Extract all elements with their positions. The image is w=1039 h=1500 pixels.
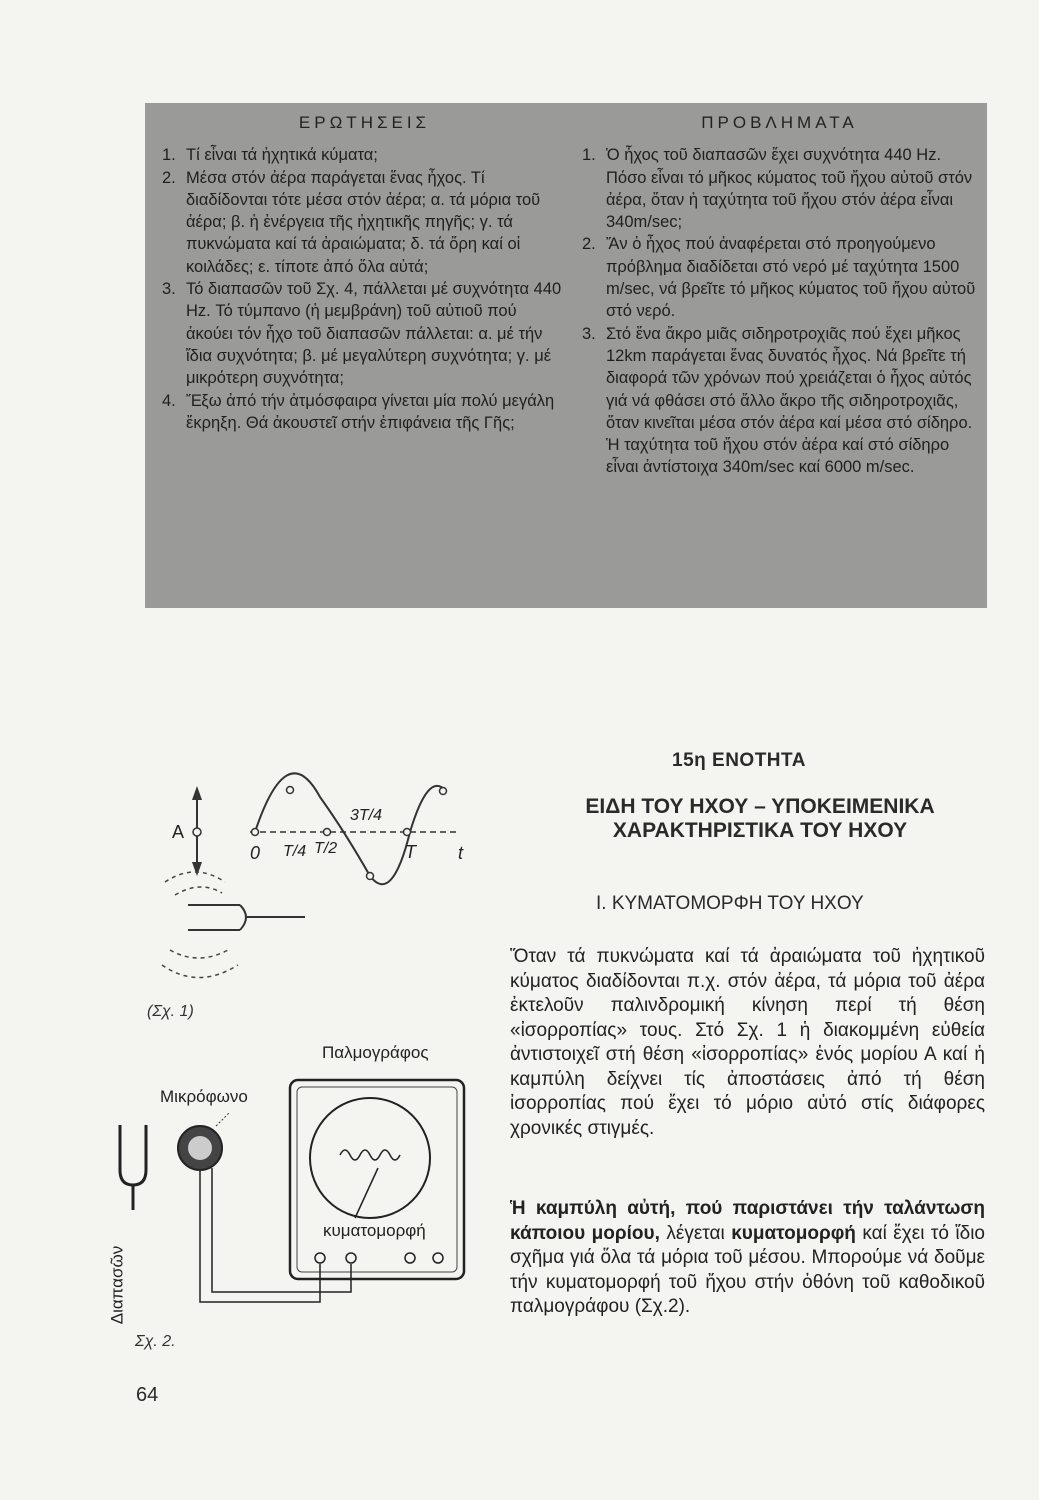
problems-title: ΠΡΟΒΛΗΜΑΤΑ bbox=[701, 113, 858, 132]
label-time-t4: T/4 bbox=[283, 843, 307, 860]
label-amplitude-a: Α bbox=[172, 822, 185, 842]
label-time-3t4: 3T/4 bbox=[350, 807, 383, 824]
question-item: 3. Τό διαπασῶν τοῦ Σχ. 4, πάλλεται μέ συχνότητα 440 Hz. Τό τύμπανο (ἡ μεμβράνη) τοῦ αὐτιοῦ πού ἀκούει τόν ἦχο τοῦ διαπασῶν πάλλεται: α. μέ τήν ἴδια συχνότητα; β. μέ μεγαλύτερη συχνότητα; γ. μέ μικρότερη συχνότητα; bbox=[162, 280, 562, 388]
label-time-0: 0 bbox=[250, 843, 261, 863]
figure-1-caption: (Σχ. 1) bbox=[147, 1003, 194, 1020]
question-item: 1. Τί εἶναι τά ἠχητικά κύματα; bbox=[162, 146, 378, 165]
label-time-t2: T/2 bbox=[314, 840, 338, 857]
question-item: 4. Ἔξω ἀπό τήν ἀτμόσφαιρα γίνεται μία πολύ μεγάλη ἔκρηξη. Θά ἀκουστεῖ στήν ἐπιφάνεια τῆς Γῆς; bbox=[162, 391, 555, 432]
microphone-label: Μικρόφωνο bbox=[160, 1087, 248, 1106]
subsection-title: Ι. ΚΥΜΑΤΟΜΟΡΦΗ ΤΟΥ ΗΧΟΥ bbox=[596, 893, 864, 914]
figure-2-caption: Σχ. 2. bbox=[135, 1333, 176, 1350]
problem-item: 3. Στό ἕνα ἄκρο μιᾶς σιδηροτροχιᾶς πού ἔχει μῆκος 12km παράγεται ἕνας δυνατός ἦχος. Νά βρεῖτε τή διαφορά τῶν χρόνων πού χρειάζεται ὁ ἦχος αὐτός γιά νά φθάσει στό ἄλλο ἄκρο τῆς σιδηροτροχιᾶς, ὅταν κινεῖται μέσα στόν ἀέρα καί μέσα στό σίδηρο. Ἡ ταχύτητα τοῦ ἤχου στόν ἀέρα καί στό σίδηρο εἶναι ἀντίστοιχα 340m/sec καί 6000 m/sec. bbox=[582, 324, 973, 477]
problem-item: 2. Ἄν ὁ ἦχος πού ἀναφέρεται στό προηγούμενο πρόβλημα διαδίδεται στό νερό μέ ταχύτητα 1500 m/sec, νά βρεῖτε τό μῆκος κύματος τοῦ ἤχου αὐτοῦ στό νερό. bbox=[582, 235, 976, 321]
label-time-t: T bbox=[405, 842, 416, 862]
tuning-fork-label: Διαπασῶν bbox=[107, 1245, 127, 1325]
body-paragraph-1: Ὅταν τά πυκνώματα καί τά ἀραιώματα τοῦ ἠχητικοῦ κύματος διαδίδονται π.χ. στόν ἀέρα, τά μόρια τοῦ ἀέρα ἐκτελοῦν παλινδρομική κίνηση περί τή θέση «ἰσορροπίας» τους. Στό Σχ. 1 ἡ διακομμένη εὐθεία ἀντιστοιχεῖ στή θέση «ἰσορροπίας» ἑνός μορίου Α καί ἡ καμπύλη δείχνει τίς ἀποστάσεις ἀπό τή θέση ἰσορροπίας πού ἔχει τό μόριο αὐτό στίς διάφορες χρονικές στιγμές. bbox=[510, 946, 985, 1139]
page-number: 64 bbox=[136, 1384, 159, 1406]
question-item: 2. Μέσα στόν ἀέρα παράγεται ἕνας ἦχος. Τί διαδίδονται τότε μέσα στόν ἀέρα; α. τά μόρια τοῦ ἀέρα; β. ἡ ἐνέργεια τῆς ἠχητικῆς πηγῆς; γ. τά πυκνώματα καί τά ἀραιώματα; δ. τά ὄρη καί οἱ κοιλάδες; ε. τίποτε ἀπό ὅλα αὐτά; bbox=[162, 168, 541, 276]
label-axis-t: t bbox=[458, 843, 464, 863]
section-title: ΕΙΔΗ ΤΟΥ ΗΧΟΥ – ΥΠΟΚΕΙΜΕΝΙΚΑ ΧΑΡΑΚΤΗΡΙΣΤΙΚΑ ΤΟΥ ΗΧΟΥ bbox=[585, 795, 935, 842]
problem-item: 1. Ὁ ἦχος τοῦ διαπασῶν ἔχει συχνότητα 440 Hz. Πόσο εἶναι τό μῆκος κύματος τοῦ ἤχου αὐτοῦ στόν ἀέρα, ὅταν ἡ ταχύτητα τοῦ ἤχου στόν ἀέρα εἶναι 340m/sec; bbox=[582, 146, 973, 232]
body-paragraph-2: Ἡ καμπύλη αὐτή, πού παριστάνει τήν ταλάντωση κάποιου μορίου, λέγεται κυματομορφή καί ἔχει τό ἴδιο σχῆμα γιά ὅλα τά μόρια τοῦ μέσου. Μπορούμε νά δοῦμε τήν κυματομορφή τοῦ ἤχου στήν ὀθόνη τοῦ καθοδικοῦ παλμογράφου (Σχ.2). bbox=[510, 1198, 986, 1317]
section-number: 15η ΕΝΟΤΗΤΑ bbox=[672, 750, 806, 771]
oscilloscope-label: Παλμογράφος bbox=[322, 1043, 429, 1062]
questions-title: ΕΡΩΤΗΣΕΙΣ bbox=[298, 113, 431, 132]
waveform-label: κυματομορφή bbox=[323, 1221, 426, 1240]
